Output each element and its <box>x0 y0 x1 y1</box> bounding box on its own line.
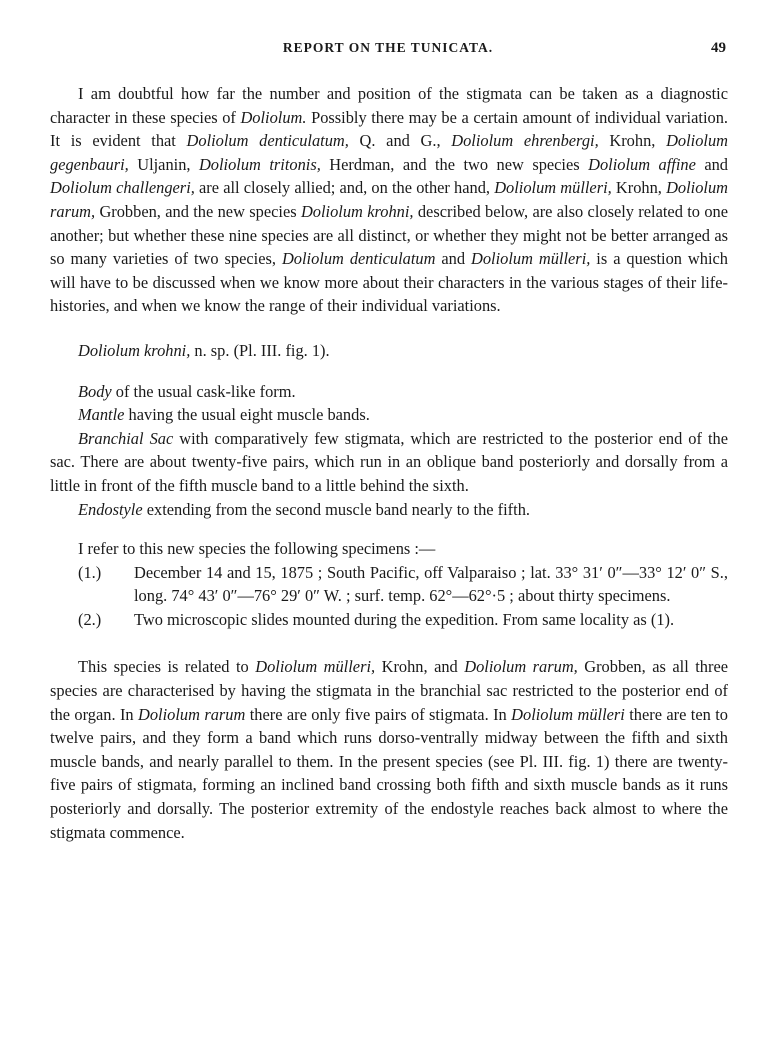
species-name: Doliolum mülleri, <box>255 657 376 677</box>
text-run: there are only five pairs of stigmata. In <box>245 704 512 724</box>
species-name: Doliolum. <box>240 107 307 127</box>
species-name: Doliolum denticulatum, <box>186 131 349 151</box>
text-run: I am doubtful how far the number and position of the stigmata can be taken as a diagnostic character in these species of <box>50 84 728 127</box>
species-name: Doliolum gegenbauri, <box>50 131 728 174</box>
description-mantle <box>50 403 728 427</box>
species-name: Doliolum rarum <box>138 704 246 724</box>
paragraph-species-discussion <box>50 82 728 318</box>
species-heading-reference: n. sp. (Pl. III. fig. 1). <box>190 340 330 360</box>
running-title: REPORT ON THE TUNICATA. <box>282 40 494 55</box>
species-name: Doliolum mülleri <box>511 704 625 724</box>
specimen-text: Two microscopic slides mounted during the expedition. From same locality as (1). <box>134 609 675 629</box>
description-body <box>50 380 728 404</box>
text-run: Possibly there may be a certain amount of individual variation. It is evident that <box>50 107 728 151</box>
text-run: Krohn, <box>611 178 667 198</box>
species-heading <box>50 339 728 363</box>
description-label: Endostyle <box>78 499 143 519</box>
description-endostyle <box>50 498 728 522</box>
text-run: Krohn, <box>598 131 667 151</box>
specimen-text: December 14 and 15, 1875 ; South Pacific, off Valparaiso ; lat. 33° 31′ 0″—33° 12′ 0″ S., long. 74° 43′ 0″—76° 29′ 0″ W. ; surf. temp. 62°—62°·5 ; about thirty specimens. <box>134 562 728 606</box>
species-name: Doliolum affine <box>588 154 696 174</box>
specimen-number: (1.) <box>78 562 102 582</box>
description-label: Mantle <box>78 405 125 425</box>
description-text: of the usual cask-like form. <box>111 381 296 401</box>
description-label: Body <box>78 381 112 401</box>
species-heading-name: Doliolum krohni, <box>78 340 191 360</box>
text-run: Krohn, and <box>375 657 465 677</box>
specimens-intro: I refer to this new species the following specimens :— <box>78 539 436 559</box>
specimen-item <box>50 608 728 632</box>
page-number: 49 <box>711 40 726 56</box>
description-text: with comparatively few stigmata, which are restricted to the posterior end of the sac. There are about twenty-five pairs, which run in an oblique band posteriorly and dorsally from a little in front of the fifth muscle band to a little behind the sixth. <box>50 428 728 495</box>
text-run: Herdman, and the two new species <box>320 154 589 174</box>
text-run: are all closely allied; and, on the other hand, <box>194 178 495 198</box>
description-text: having the usual eight muscle bands. <box>124 405 370 425</box>
species-name: Doliolum mülleri, <box>471 249 591 269</box>
body-text <box>50 82 728 844</box>
text-run: Grobben, as all three species are characterised by having the stigmata in the branchial sac restricted to the posterior end of the organ. In <box>50 657 729 724</box>
text-run: and <box>695 154 728 174</box>
specimen-item <box>50 561 728 608</box>
description-branchial-sac <box>50 427 728 498</box>
description-label: Branchial Sac <box>78 428 174 448</box>
specimen-list <box>50 561 728 632</box>
text-run: is a question which will have to be discussed when we know more about their characters in the various stages of their life-histories, and when we know the range of their individual variations. <box>50 249 728 316</box>
running-header <box>0 40 776 60</box>
species-name: Doliolum mülleri, <box>494 178 612 198</box>
text-run: Q. and G., <box>348 131 452 151</box>
text-run: This species is related to <box>78 657 256 677</box>
species-name: Doliolum tritonis, <box>198 154 321 174</box>
species-name: Doliolum challengeri, <box>50 178 195 198</box>
text-run: Grobben, and the new species <box>95 201 301 221</box>
text-run: and <box>435 249 472 269</box>
specimen-number: (2.) <box>78 609 102 629</box>
species-name: Doliolum rarum, <box>464 657 578 677</box>
species-name: Doliolum rarum, <box>50 178 728 221</box>
paragraph-comparison <box>50 655 728 844</box>
text-run: Uljanin, <box>128 154 199 174</box>
text-run: described below, are also closely related to one another; but whether these nine species are all distinct, or whether they might not be better arranged as so many varieties of two species, <box>50 201 729 269</box>
species-name: Doliolum denticulatum <box>281 249 436 269</box>
description-text: extending from the second muscle band nearly to the fifth. <box>142 499 530 519</box>
species-name: Doliolum ehrenbergi, <box>451 131 599 151</box>
text-run: there are ten to twelve pairs, and they form a band which runs dorso-ventrally midway between the fifth and sixth muscle bands, and nearly parallel to them. In the present species (see Pl. III. fig. 1) there are twenty-five pairs of stigmata, forming an inclined band crossing both fifth and sixth muscle bands as it runs posteriorly and dorsally. The posterior extremity of the endostyle reaches back almost to where the stigmata commence. <box>50 704 728 842</box>
species-name: Doliolum krohni, <box>300 201 414 221</box>
